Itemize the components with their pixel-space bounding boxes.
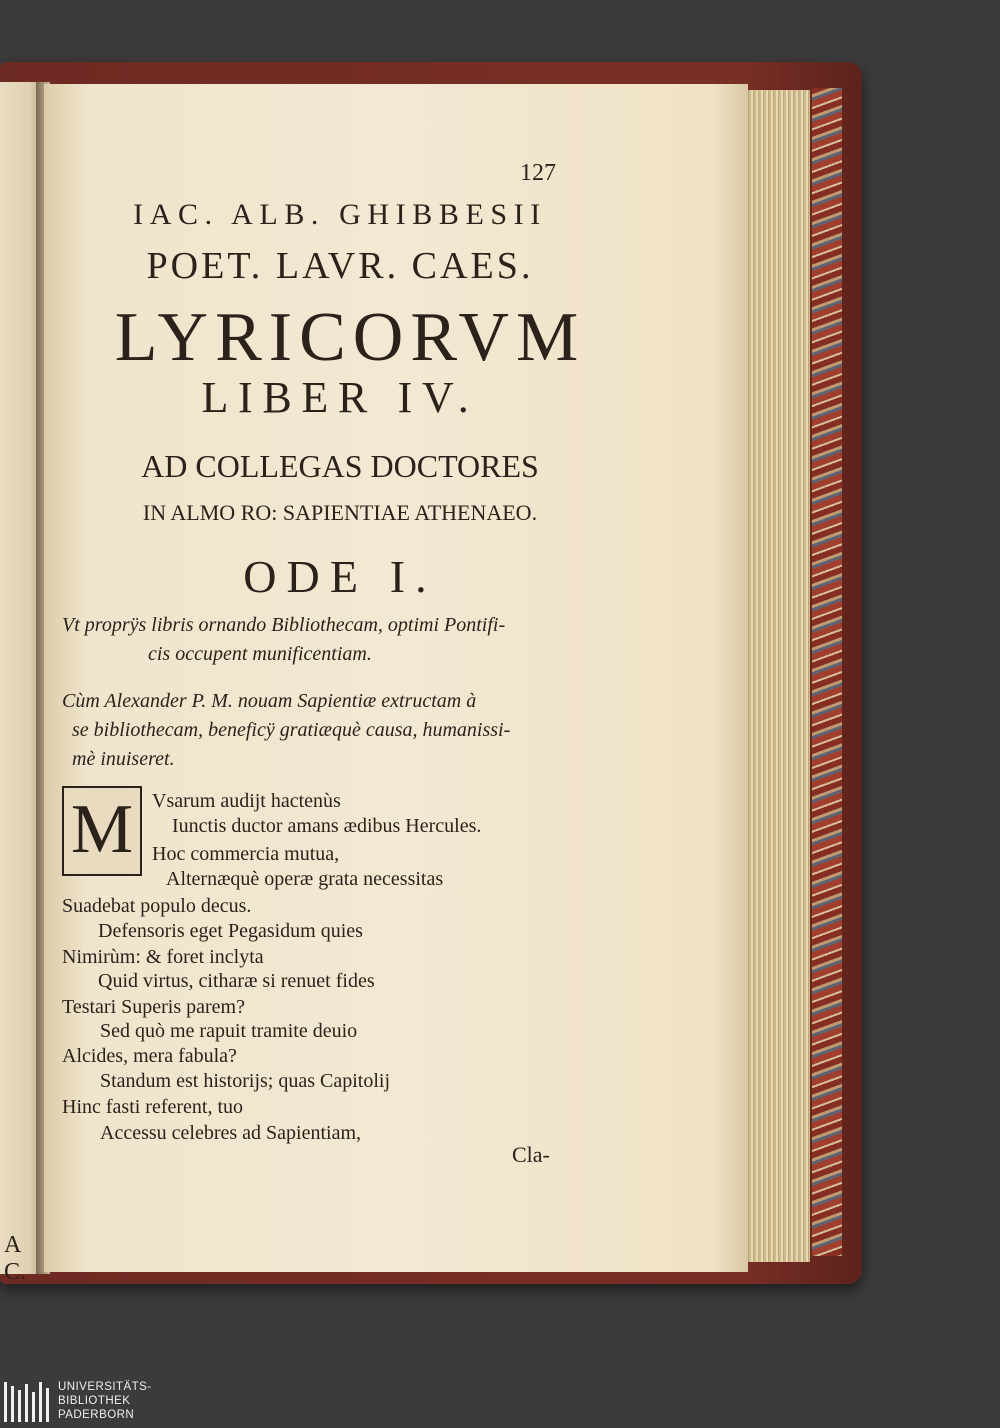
ornamental-initial bbox=[62, 786, 142, 876]
verse-line-13: Hinc fasti referent, tuo bbox=[62, 1096, 244, 1118]
verse-line-11: Alcides, mera fabula? bbox=[62, 1045, 237, 1067]
page-number: 127 bbox=[520, 160, 556, 186]
occasion-line-3: mè inuiseret. bbox=[72, 748, 175, 770]
initial-letter: M bbox=[70, 791, 134, 868]
verse-line-4: Alternæquè operæ grata necessitas bbox=[166, 868, 444, 890]
verse-line-9: Testari Superis parem? bbox=[62, 996, 245, 1018]
library-name bbox=[58, 1380, 152, 1422]
marbled-edge bbox=[812, 88, 842, 1256]
dedication-line-1: AD COLLEGAS DOCTORES bbox=[141, 448, 539, 484]
verse-line-14: Accessu celebres ad Sapientiam, bbox=[100, 1122, 362, 1144]
left-page-fragment: A C. bbox=[4, 1232, 27, 1285]
dedication-line-2: IN ALMO RO: SAPIENTIAE ATHENAEO. bbox=[142, 500, 538, 525]
verse-line-8: Quid virtus, citharæ si renuet fides bbox=[98, 970, 375, 992]
argument-line-2: cis occupent munificentiam. bbox=[148, 643, 372, 665]
author-title: POET. LAVR. CAES. bbox=[146, 245, 534, 287]
verse-line-6: Defensoris eget Pegasidum quies bbox=[98, 920, 363, 942]
library-name-line-2: BIBLIOTHEK bbox=[58, 1395, 131, 1407]
author-header: IAC. ALB. GHIBBESII bbox=[133, 198, 547, 231]
page-fore-edge bbox=[744, 90, 810, 1262]
verse-line-5: Suadebat populo decus. bbox=[62, 895, 252, 917]
catchword: Cla- bbox=[512, 1142, 550, 1167]
occasion-line-2: se bibliothecam, beneficÿ gratiæquè causa, humanissi- bbox=[72, 719, 511, 741]
verse-line-1: Vsarum audijt hactenùs bbox=[152, 790, 341, 812]
book-number: LIBER IV. bbox=[201, 373, 479, 422]
verse-line-3: Hoc commercia mutua, bbox=[152, 843, 340, 865]
ode-title: ODE I. bbox=[243, 551, 437, 602]
verse-line-12: Standum est historijs; quas Capitolij bbox=[100, 1070, 390, 1092]
verse-line-2: Iunctis ductor amans ædibus Hercules. bbox=[172, 815, 482, 837]
library-name-line-3: PADERBORN bbox=[58, 1409, 135, 1421]
verse-line-10: Sed quò me rapuit tramite deuio bbox=[100, 1020, 358, 1042]
occasion-line-1: Cùm Alexander P. M. nouam Sapientiæ extructam à bbox=[62, 690, 477, 712]
argument-line-1: Vt proprÿs libris ornando Bibliothecam, optimi Pontifi- bbox=[62, 614, 506, 636]
library-logo-icon bbox=[4, 1382, 52, 1422]
verse-line-7: Nimirùm: & foret inclyta bbox=[62, 946, 264, 968]
library-name-line-1: UNIVERSITÄTS- bbox=[58, 1381, 152, 1393]
work-title: LYRICORVM bbox=[114, 299, 586, 376]
